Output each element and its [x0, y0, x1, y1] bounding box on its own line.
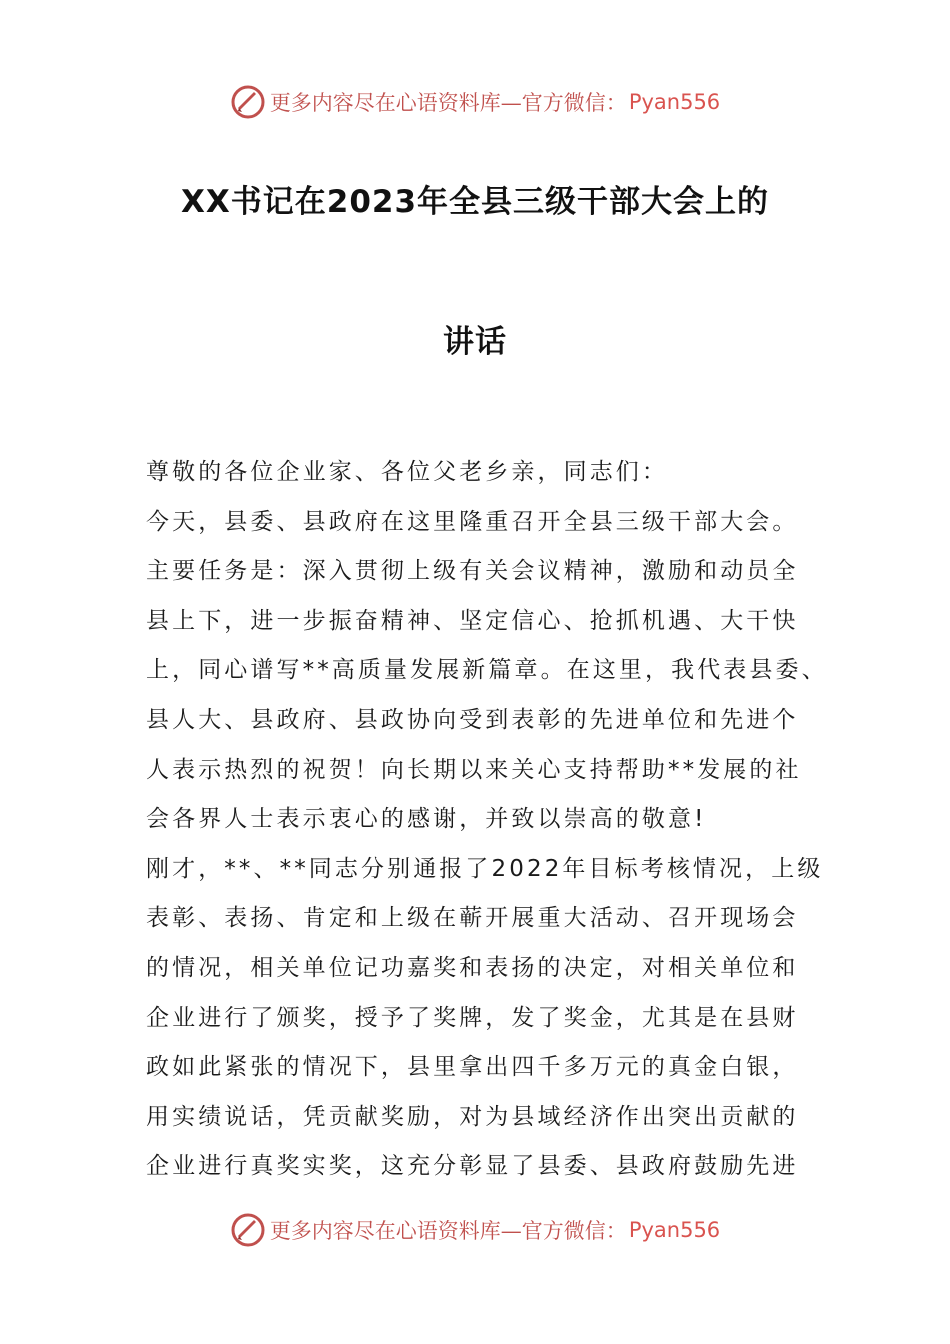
body-line: 用实绩说话，凭贡献奖励，对为县域经济作出突出贡献的 [146, 1103, 799, 1130]
quill-logo-icon [230, 84, 266, 120]
document-body [146, 448, 826, 1192]
watermark-text: 更多内容尽在心语资料库—官方微信： [269, 91, 627, 115]
body-line: 县人大、县政府、县政协向受到表彰的先进单位和先进个 [146, 706, 799, 733]
document-title-line2: 讲话 [443, 324, 507, 360]
watermark-wechat-id: Pyan556 [628, 90, 721, 114]
body-line: 人表示热烈的祝贺！向长期以来关心支持帮助**发展的社 [146, 756, 802, 783]
body-line: 主要任务是：深入贯彻上级有关会议精神，激励和动员全 [146, 558, 799, 585]
body-line: 今天，县委、县政府在这里隆重召开全县三级干部大会。 [146, 508, 799, 535]
footer-watermark [0, 1210, 950, 1250]
body-line: 表彰、表扬、肯定和上级在蕲开展重大活动、召开现场会 [146, 905, 799, 932]
body-line: 企业进行了颁奖，授予了奖牌，发了奖金，尤其是在县财 [146, 1004, 799, 1031]
body-line: 会各界人士表示衷心的感谢，并致以崇高的敬意! [146, 806, 707, 833]
document-title-line1: XX书记在2023年全县三级干部大会上的 [180, 184, 770, 220]
body-line: 刚才，**、**同志分别通报了2022年目标考核情况，上级 [146, 855, 824, 882]
body-line: 企业进行真奖实奖，这充分彰显了县委、县政府鼓励先进 [146, 1153, 799, 1180]
watermark-text: 更多内容尽在心语资料库—官方微信： [269, 1219, 627, 1243]
body-line: 政如此紧张的情况下，县里拿出四千多万元的真金白银， [146, 1054, 799, 1081]
quill-logo-icon [230, 1212, 266, 1248]
body-line: 上，同心谱写**高质量发展新篇章。在这里，我代表县委、 [146, 657, 828, 684]
watermark-wechat-id: Pyan556 [628, 1218, 721, 1242]
header-watermark [0, 82, 950, 122]
body-line: 县上下，进一步振奋精神、坚定信心、抢抓机遇、大干快 [146, 607, 799, 634]
body-line: 尊敬的各位企业家、各位父老乡亲，同志们： [146, 459, 668, 485]
body-line: 的情况，相关单位记功嘉奖和表扬的决定，对相关单位和 [146, 954, 799, 981]
